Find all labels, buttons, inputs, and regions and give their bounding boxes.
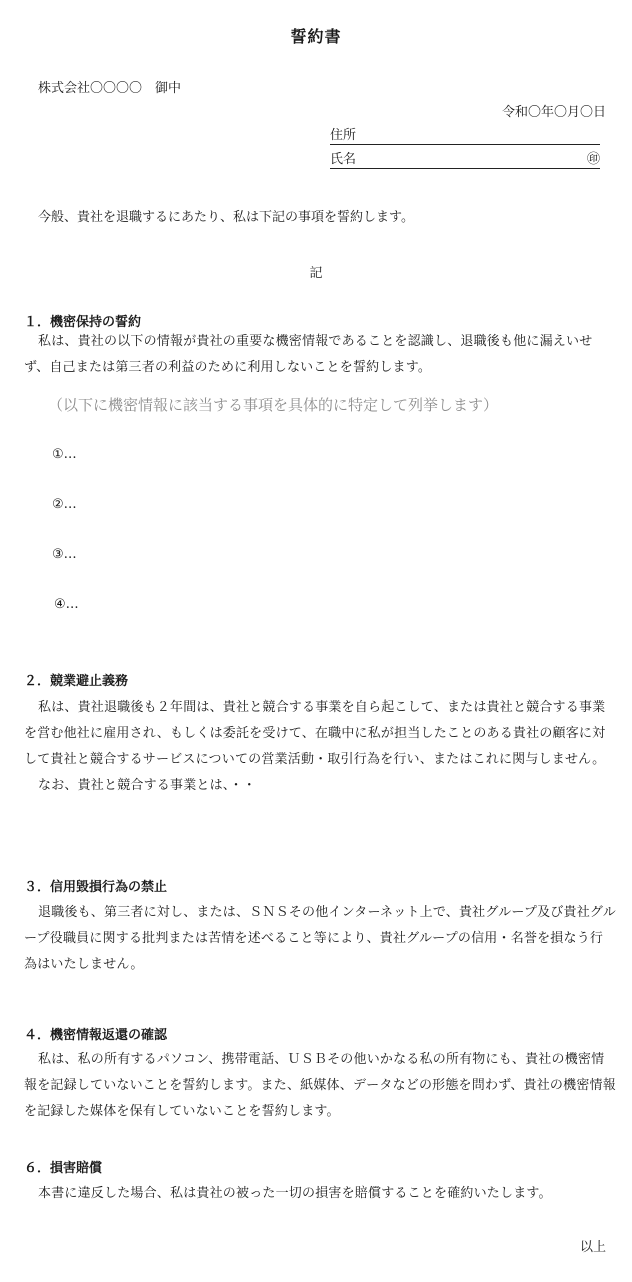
- list-item: ④…: [54, 597, 79, 612]
- section-1-paragraph: 私は、貴社の以下の情報が貴社の重要な機密情報であることを認識し、退職後も他に漏えいせず、自己または第三者の利益のために利用しないことを誓約します。: [24, 334, 593, 375]
- section-1-note: （以下に機密情報に該当する事項を具体的に特定して列挙します）: [48, 396, 499, 414]
- addressee: 株式会社〇〇〇〇 御中: [38, 81, 182, 96]
- section-3-paragraph: 退職後も、第三者に対し、または、ＳＮＳその他インターネット上で、貴社グループ及び貴社グループ役職員に関する批判または苦情を述べること等により、貴社グループの信用・名誉を損なう行為はいたしません。: [24, 905, 616, 972]
- seal-mark: ㊞: [586, 152, 600, 167]
- document-title: 誓約書: [290, 27, 342, 46]
- section-1-heading: １．機密保持の誓約: [24, 315, 142, 330]
- section-6-body: [24, 1181, 616, 1207]
- section-1-body: [24, 329, 616, 381]
- closing-text: 以上: [579, 1240, 606, 1255]
- section-2-paragraph: なお、貴社と競合する事業とは、・・: [38, 778, 256, 793]
- section-3-heading: ３．信用毀損行為の禁止: [24, 880, 168, 895]
- section-4-heading: ４．機密情報返還の確認: [24, 1028, 168, 1043]
- section-4-paragraph: 私は、私の所有するパソコン、携帯電話、ＵＳＢその他いかなる私の所有物にも、貴社の機密情報を記録していないことを誓約します。また、紙媒体、データなどの形態を問わず、貴社の機密情報を記録した媒体を保有していないことを誓約します。: [24, 1052, 616, 1119]
- section-2-body: [24, 695, 616, 799]
- section-4-body: [24, 1047, 616, 1125]
- intro-text: 今般、貴社を退職するにあたり、私は下記の事項を誓約します。: [38, 210, 414, 225]
- date: 令和〇年〇月〇日: [501, 105, 606, 120]
- list-item: ②…: [52, 497, 77, 512]
- section-2-paragraph: 私は、貴社退職後も２年間は、貴社と競合する事業を自ら起こして、または貴社と競合する事業を営む他社に雇用され、もしくは委託を受けて、在職中に私が担当したことのある貴社の顧客に対して貴社と競合するサービスについての営業活動・取引行為を行い、またはこれに関与しません。: [24, 700, 606, 767]
- section-3-body: [24, 900, 616, 978]
- list-item: ③…: [52, 547, 77, 562]
- section-6-paragraph: 本書に違反した場合、私は貴社の被った一切の損害を賠償することを確約いたします。: [38, 1186, 552, 1201]
- address-label: 住所: [330, 128, 357, 143]
- section-2-heading: ２．競業避止義務: [24, 674, 129, 689]
- section-6-heading: ６．損害賠償: [24, 1161, 103, 1176]
- list-item: ①…: [52, 447, 77, 462]
- ki-marker: 記: [309, 266, 323, 281]
- name-line: [330, 148, 600, 169]
- address-line: [330, 124, 600, 145]
- name-label: 氏名: [330, 152, 357, 167]
